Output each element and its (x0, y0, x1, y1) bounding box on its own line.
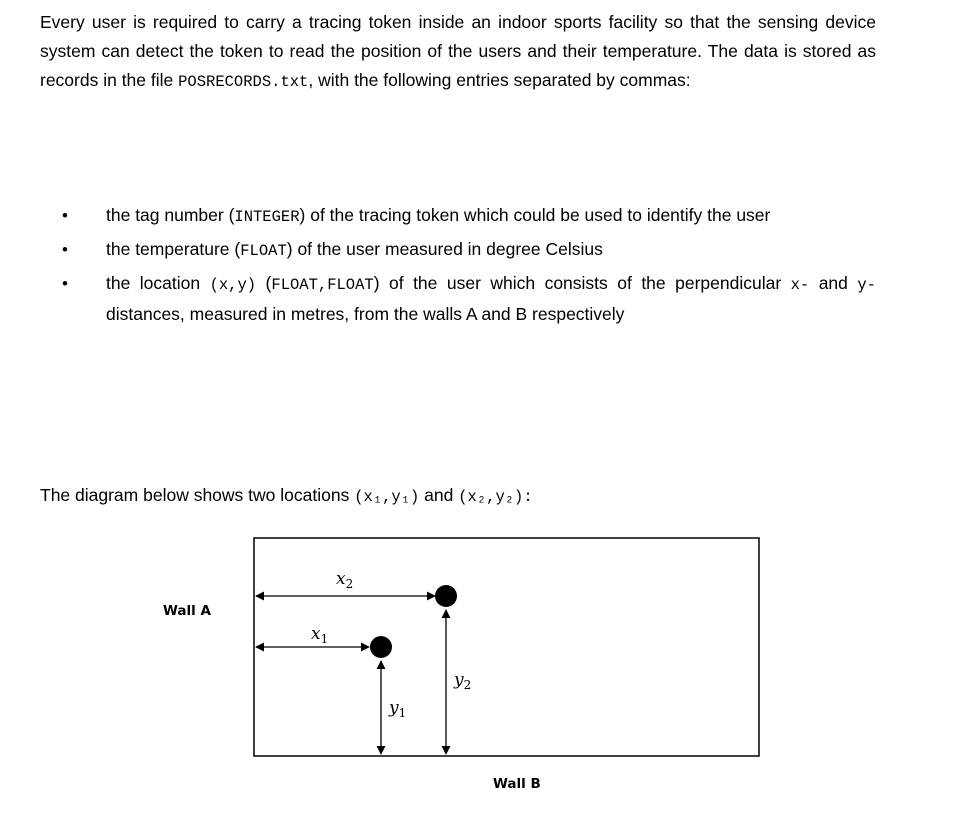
type-integer: INTEGER (234, 208, 300, 226)
location-1: (x₁,y₁) (354, 488, 420, 506)
type-float: FLOAT (240, 242, 287, 260)
bullet-icon: • (62, 274, 68, 293)
diagram-intro: The diagram below shows two locations (x₁,y₁) and (x₂,y₂): (40, 485, 533, 506)
type-float-float: FLOAT,FLOAT (271, 276, 374, 294)
x1-label: $x_1$ (311, 624, 329, 646)
bullet-icon: • (62, 240, 68, 259)
x-code: x- (790, 276, 810, 294)
y-code: y- (857, 276, 876, 294)
intro-text-1: Every user is required to carry a tracing token inside an indoor sports facility so that the sensing device system can detect the token to read the position of the users and their temperature. The data is stored as records in the file (40, 12, 876, 90)
x2-label: $x_2$ (336, 569, 354, 591)
coord-xy: (x,y) (209, 276, 257, 294)
location-2: (x₂,y₂) (458, 488, 524, 506)
wall-a-label: Wall A (163, 603, 211, 619)
bullet-icon: • (62, 206, 68, 225)
list-item-temperature: • the temperature (FLOAT) of the user measured in degree Celsius (106, 235, 876, 266)
point-1 (370, 636, 392, 658)
y2-label: $y_2$ (454, 670, 472, 692)
list-item-tag-number: • the tag number (INTEGER) of the tracing token which could be used to identify the user (106, 201, 876, 232)
intro-text-2: , with the following entries separated by commas: (308, 70, 691, 90)
wall-b-label: Wall B (493, 776, 541, 792)
point-2 (435, 585, 457, 607)
y1-label: $y_1$ (389, 698, 407, 720)
filename: POSRECORDS.txt (178, 73, 309, 91)
list-item-location: • the location (x,y) (FLOAT,FLOAT) of the user which consists of the perpendicular x- and y- distances, measured in metres, from the walls A and B respectively (106, 269, 876, 329)
